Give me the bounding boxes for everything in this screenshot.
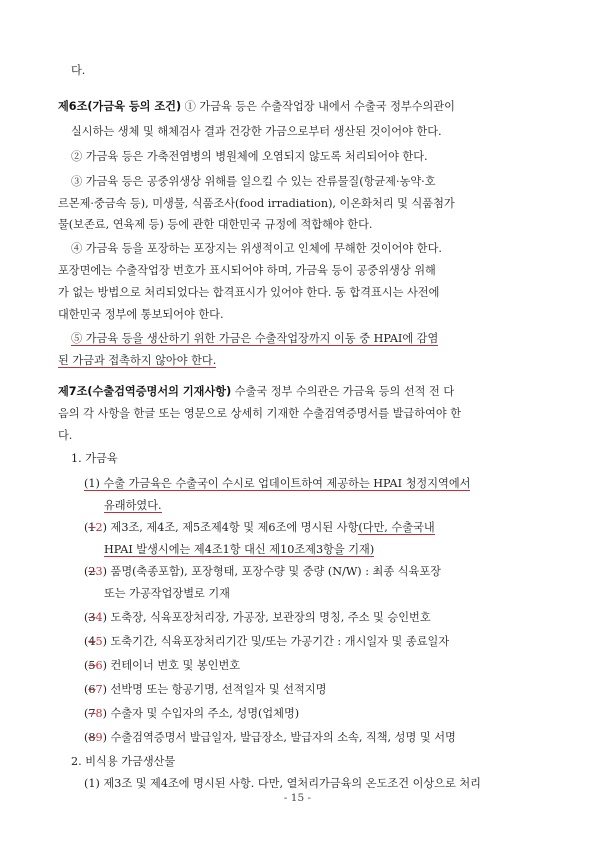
text-line: 물(보존료, 연육제 등) 등에 관한 대한민국 규정에 적합해야 한다. (58, 218, 373, 231)
section-heading: 2. 비식용 가금생산물 (71, 755, 176, 768)
list-item: (78) 수출자 및 수입자의 주소, 성명(업체명) (84, 707, 300, 720)
text-line: 다. (71, 64, 86, 77)
article-7-title: 제7조(수출검역증명서의 기재사항) (58, 385, 232, 398)
section-heading: 1. 가금육 (71, 452, 118, 465)
text-line: 대한민국 정부에 통보되어야 한다. (58, 308, 224, 321)
article-6-title: 제6조(가금육 등의 조건) (58, 100, 182, 113)
article-6 (58, 100, 455, 114)
text-line: 다. (58, 429, 73, 442)
amended-text-line: (1) 수출 가금육은 수출국이 수시로 업데이트하여 제공하는 HPAI 청정지역에서 (84, 477, 471, 490)
list-item: (45) 도축기간, 식육포장처리기간 및/또는 가공기간 : 개시일자 및 종료일자 (84, 635, 450, 648)
amended-text-line: 된 가금과 접촉하지 않아야 한다. (58, 354, 217, 367)
amended-text-line: 유래하였다. (104, 499, 162, 512)
text-line: ③ 가금육 등은 공중위생상 위해를 일으킬 수 있는 잔류물질(항균제·농약·호 (71, 175, 436, 188)
amended-text-line: ⑤ 가금육 등을 생산하기 위한 가금은 수출작업장까지 이동 중 HPAI에 감염 (71, 332, 439, 345)
text-line: ① 가금육 등은 수출작업장 내에서 수출국 정부수의관이 (181, 100, 455, 113)
list-item: (23) 품명(축종포함), 포장형태, 포장수량 및 중량 (N/W) : 최종 식육포장 (84, 565, 441, 578)
text-line: 또는 가공작업장별로 기재 (104, 587, 230, 600)
list-item: (56) 컨테이너 번호 및 봉인번호 (84, 659, 241, 672)
article-7 (58, 385, 454, 399)
text-line: 르몬제·중금속 등), 미생물, 식품조사(food irradiation), 이온화처리 및 식품첨가 (58, 197, 455, 210)
list-item: (1) 제3조 및 제4조에 명시된 사항. 다만, 열처리가금육의 온도조건 이상으로 처리 (84, 777, 481, 790)
list-item: (89) 수출검역증명서 발급일자, 발급장소, 발급자의 소속, 직책, 성명 및 서명 (84, 731, 456, 744)
text-line: 포장면에는 수출작업장 번호가 표시되어야 하며, 가금육 등이 공중위생상 위해 (58, 264, 436, 277)
text-line: 실시하는 생체 및 해체검사 결과 건강한 가금으로부터 생산된 것이어야 한다. (71, 125, 442, 138)
text-line: ② 가금육 등은 가축전염병의 병원체에 오염되지 않도록 처리되어야 한다. (71, 150, 428, 163)
amended-text-line: HPAI 발생시에는 제4조1항 대신 제10조제3항을 기재) (104, 543, 375, 556)
list-item: (12) 제3조, 제4조, 제5조제4항 및 제6조에 명시된 사항(다만, 수출국내 (84, 521, 435, 534)
page-number: - 15 - (283, 792, 312, 804)
list-item: (34) 도축장, 식육포장처리장, 가공장, 보관장의 명칭, 주소 및 승인번호 (84, 611, 431, 624)
list-item: (67) 선박명 또는 항공기명, 선적일자 및 선적지명 (84, 683, 327, 696)
text-line: ④ 가금육 등을 포장하는 포장지는 위생적이고 인체에 무해한 것이어야 한다. (71, 242, 442, 255)
text-line: 가 없는 방법으로 처리되었다는 합격표시가 있어야 한다. 동 합격표시는 사전에 (58, 286, 440, 299)
text-line: 음의 각 사항을 한글 또는 영문으로 상세히 기재한 수출검역증명서를 발급하여야 한 (58, 407, 462, 420)
text-line: 수출국 정부 수의관은 가금육 등의 선적 전 다 (231, 385, 455, 398)
